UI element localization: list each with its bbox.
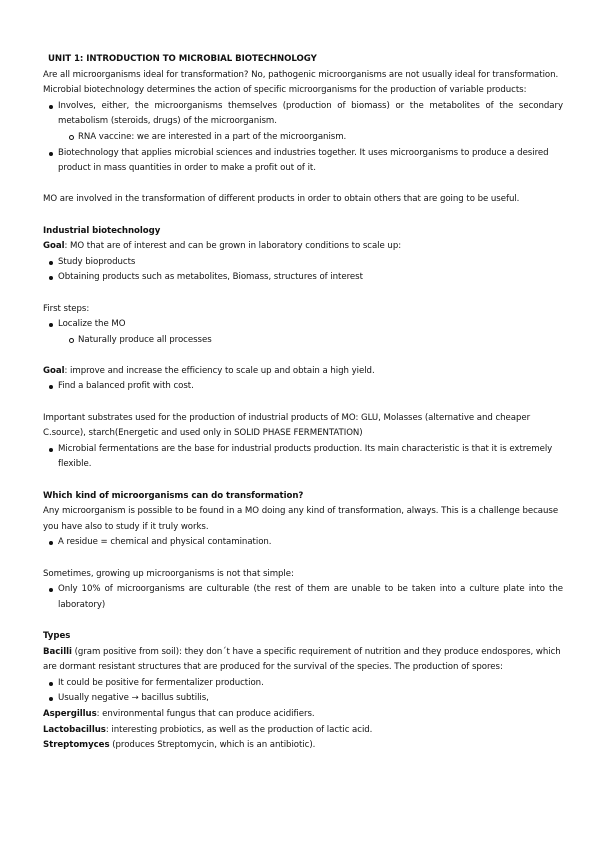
list-item: Localize the MO [43, 317, 563, 333]
goal-label: Goal [43, 241, 65, 252]
lactobacillus-label: Lactobacillus [43, 724, 106, 735]
list-item: Find a balanced profit with cost. [43, 379, 563, 395]
mo-paragraph: MO are involved in the transformation of different products in order to obtain others that are going to be useful. [43, 194, 520, 205]
list-item: It could be positive for fermentalizer production. [43, 676, 563, 692]
list-item: Only 10% of microorganisms are culturable (the rest of them are unable to be taken into a culture plate into the laboratory) [43, 582, 563, 613]
list-item: Obtaining products such as metabolites, Biomass, structures of interest [43, 270, 563, 286]
document-page [43, 52, 563, 754]
growing-paragraph: Sometimes, growing up microorganisms is not that simple: [43, 568, 294, 579]
section-heading-types: Types [43, 630, 71, 641]
goal2-list [43, 379, 563, 395]
sub-list-item: RNA vaccine: we are interested in a part of the microorganism. [43, 130, 563, 146]
list-item: Involves, either, the microorganisms themselves (production of biomass) or the metabolites of the secondary metabolism (steroids, drugs) of the microorganism. [43, 99, 563, 130]
list-item: Study bioproducts [43, 255, 563, 271]
aspergillus-paragraph [43, 707, 563, 723]
list-item: Biotechnology that applies microbial sciences and industries together. It uses microorganisms to produce a desired product in mass quantities in order to make a profit out of it. [43, 146, 563, 177]
aspergillus-label: Aspergillus [43, 708, 97, 719]
goal-label: Goal [43, 365, 65, 376]
goal-text: : improve and increase the efficiency to scale up and obtain a high yield. [64, 365, 375, 376]
lactobacillus-paragraph [43, 723, 563, 739]
aspergillus-text: : environmental fungus that can produce acidifiers. [96, 708, 315, 719]
list-item: Usually negative → bacillus subtilis, [43, 691, 563, 707]
section-heading-which-kind: Which kind of microorganisms can do transformation? [43, 490, 304, 501]
industrial-goal [43, 239, 563, 255]
bacilli-text: (gram positive from soil): they don´t have a specific requirement of nutrition and they produce endospores, which are dormant resistant structures that are produced for the survival of the species. The production of spores: [43, 646, 561, 673]
industrial-list [43, 255, 563, 286]
streptomyces-text: (produces Streptomycin, which is an antibiotic). [109, 740, 316, 751]
bacilli-list [43, 676, 563, 707]
streptomyces-label: Streptomyces [43, 740, 110, 751]
goal-text: : MO that are of interest and can be grown in laboratory conditions to scale up: [64, 241, 402, 252]
bacilli-paragraph [43, 645, 563, 676]
intro-definition: Microbial biotechnology determines the action of specific microorganisms for the production of variable products: [43, 85, 527, 96]
bacilli-label: Bacilli [43, 646, 72, 657]
which-kind-paragraph: Any microorganism is possible to be found in a MO doing any kind of transformation, always. This is a challenge because you have also to study if it truly works. [43, 506, 559, 532]
intro-question: Are all microorganisms ideal for transformation? No, pathogenic microorganisms are not usually ideal for transformation. [43, 69, 559, 80]
first-steps-list [43, 317, 563, 348]
which-kind-list [43, 535, 563, 551]
first-steps-heading: First steps: [43, 303, 90, 314]
list-item: A residue = chemical and physical contamination. [43, 535, 563, 551]
intro-list [43, 99, 563, 177]
list-item: Microbial fermentations are the base for industrial products production. Its main characteristic is that it is extremely flexible. [43, 442, 563, 473]
goal2-paragraph [43, 364, 563, 380]
sub-list-item: Naturally produce all processes [43, 333, 563, 349]
page-title: UNIT 1: INTRODUCTION TO MICROBIAL BIOTECHNOLOGY [48, 54, 317, 64]
growing-list [43, 582, 563, 613]
streptomyces-paragraph [43, 738, 563, 754]
section-heading-industrial: Industrial biotechnology [43, 225, 161, 236]
lactobacillus-text: : interesting probiotics, as well as the production of lactic acid. [105, 724, 373, 735]
substrates-list [43, 442, 563, 473]
substrates-paragraph: Important substrates used for the production of industrial products of MO: GLU, Molasses (alternative and cheaper C.source), starch(Energetic and used only in SOLID PHASE FERMENTATION) [43, 412, 531, 439]
